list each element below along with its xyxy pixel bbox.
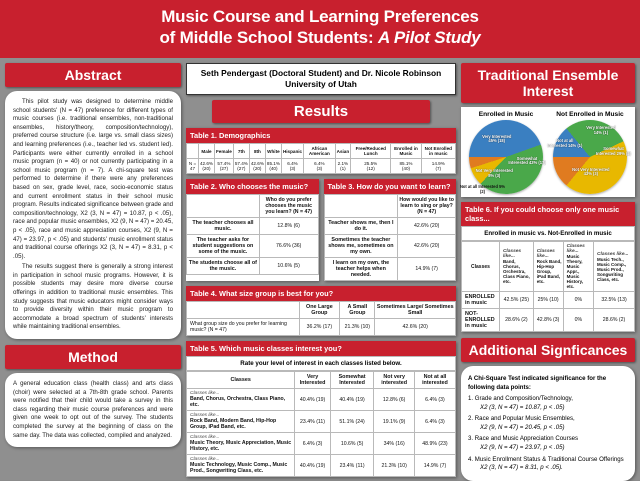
- pie-slice-label-very-interested: Very Interested 14% (1): [586, 124, 616, 135]
- table2-title: Table 2. Who chooses the music?: [186, 179, 319, 194]
- table5-row-label: [187, 389, 295, 411]
- table6-cell: 42.8% (3): [533, 309, 563, 332]
- table1-col-3: 7th: [233, 144, 249, 159]
- table5-class-label: Music Theory, Music Appreciation, Music History, etc.: [190, 440, 292, 452]
- table1-col-0: [187, 144, 199, 159]
- table6-col-0: Classes: [462, 242, 500, 292]
- table-row: [187, 389, 456, 411]
- table5-col-4: Not at all interested: [414, 372, 455, 389]
- table4-cell: 36.2% (17): [299, 319, 340, 336]
- table1-col-4: 8th: [249, 144, 265, 159]
- table6-col-label: Music Theory, Music Appr., Music History, etc.: [566, 254, 584, 289]
- tables-2-3-row: [186, 179, 456, 281]
- significance-item-4: 4. Music Enrollment Status & Traditional Course Offerings: [468, 455, 624, 463]
- column-right: [461, 63, 635, 480]
- pie-slice-label-somewhat-interested: Somewhat Interested 29% (2): [595, 145, 632, 156]
- table4-cell: 21.3% (10): [340, 319, 375, 336]
- significance-stat-3: X2 (9, N = 47) = 23.97, p < .05): [480, 443, 565, 451]
- table-row: [187, 235, 319, 258]
- table6-col-prefix: Classes like...: [536, 249, 555, 259]
- table3-wrapper: [324, 179, 457, 281]
- table5-cell: 6.4% (3): [414, 411, 455, 433]
- table-row: [187, 411, 456, 433]
- abstract-paragraph-1: This pilot study was designed to determine middle school students' (N = 47) preference for different types of music courses (i.e. traditional ensembles, non-traditional ensembles, history/theory, composition/technology), preferred course structure (i.e. large vs. small class sizes) and learning preferences (i.e., teacher led vs. student led). Participants were either currently enrolled in a school music program (n = 40) or not currently participating in a school music program (n = 7). A chi-square test was performed to determine if there were any preferences based on sex, grade level, race, socio-economic status and current enrollment status in their school music program. Results indicated significance between grade and composition/technology, X2 (3, N = 47) = 10.87, p < .05), race and popular music ensembles, X2 (9, N = 47) = 20.45, p < .05), race and music appreciation courses, X2 (9, N = 47) = 23.97, p < .05) and students' music enrollment status and traditional course offerings X2 (3, N = 47) = 8.31, p < .05).: [13, 98, 173, 260]
- table1-header-row: [187, 144, 456, 159]
- table2-row-label: The teacher chooses all music.: [187, 218, 260, 235]
- table5-col-3: Not very interested: [374, 372, 414, 389]
- ensemble-interest-heading: [461, 63, 635, 103]
- table2-cell: 12.8% (6): [259, 218, 318, 235]
- table1-col-2: Female: [215, 144, 234, 159]
- table5-col-0: Classes: [187, 372, 295, 389]
- table1-cell: 6.4% (3): [304, 159, 336, 174]
- table6-title: Table 6. If you could choose only one music class...: [461, 202, 635, 226]
- table6-cell: 0%: [563, 292, 593, 309]
- pie-chart-not-enrolled-title: Not Enrolled in Music: [556, 111, 624, 118]
- pie-chart-enrolled: [459, 111, 548, 194]
- pie-slice-label-not-at-all-interested: Not at all Interested 14% (1): [547, 138, 583, 149]
- title-line-2: [0, 27, 640, 48]
- author-line-1: Seth Pendergast (Doctoral Student) and Dr. Nicole Robinson: [200, 68, 442, 78]
- table-row: [462, 292, 635, 309]
- column-left: [5, 63, 181, 480]
- table2-cell: 76.6% (36): [259, 235, 318, 258]
- additional-significances-card: [461, 366, 635, 481]
- table6-cell: 28.6% (2): [499, 309, 533, 332]
- table5-cell: 6.4% (3): [414, 389, 455, 411]
- table3-cell: 42.6% (20): [398, 235, 456, 258]
- table-row: [324, 258, 456, 281]
- table-row: [462, 309, 635, 332]
- table6-col-label: Music Tech., Music Comp., Music Prod., Songwriting Class, etc.: [597, 256, 627, 282]
- table5-class-label: Music Technology, Music Comp., Music Prod., Songwriting Class, etc.: [190, 462, 288, 474]
- method-heading: Method: [5, 345, 181, 369]
- table5-cell: 14.9% (7): [414, 455, 455, 477]
- table6-row-label: ENROLLED in music: [462, 292, 500, 309]
- table4-wrapper: [186, 286, 456, 336]
- significance-item-1: 1. Grade and Composition/Technology,: [468, 395, 573, 402]
- pie-not-enrolled-labels: [548, 111, 632, 194]
- method-card: [5, 373, 181, 447]
- pie-slice-label-not-at-all-interested: Not at all Interested 5% (2): [459, 183, 505, 194]
- table4-cell: 42.6% (20): [375, 319, 456, 336]
- table2-row-label: The students choose all of the music.: [187, 258, 260, 275]
- table5-wrapper: [186, 341, 456, 477]
- table6-col-4: [594, 242, 635, 292]
- table3-corner: [324, 195, 398, 218]
- table1-cell: 6.4% (3): [281, 159, 303, 174]
- table5-col-2: Somewhat Interested: [330, 372, 374, 389]
- significance-stat-1: X2 (3, N = 47) = 10.87, p < .05): [480, 403, 565, 411]
- author-box: [186, 63, 456, 95]
- table6-col-label: Rock Band, Hip-Hop Group, iPad Band, etc.: [536, 259, 562, 284]
- table1-col-9: Free/Reduced Lunch: [351, 144, 391, 159]
- table1-cell: 14.9% (7): [421, 159, 455, 174]
- table3-row-label: Teacher shows me, then I do it.: [324, 218, 398, 235]
- table6: [461, 241, 635, 332]
- table5-cell: 40.4% (19): [330, 389, 374, 411]
- table1-cell: 57.4% (27): [215, 159, 234, 174]
- table2: [186, 194, 319, 275]
- method-paragraph-1: A general education class (health class) and arts class (choir) were selected at a 7th-8th grade school. Parents were notified that their child would take a survey in this class regarding their music course preferences and were given one week to opt out of the survey. The students completed the survey at the beginning of class on the same day. The data was collected, compiled and analyzed.: [13, 380, 173, 439]
- poster-columns: [0, 58, 640, 480]
- table3-col-header: How would you like to learn to sing or play? (N = 47): [398, 195, 456, 218]
- table1-cell: 57.4% (27): [233, 159, 249, 174]
- table6-header-row: [462, 242, 635, 292]
- pie-slice-label-very-interested: Very Interested 45% (18): [482, 133, 512, 144]
- table5-cell: 34% (16): [374, 433, 414, 455]
- pie-slice-label-somewhat-interested: Somewhat Interested 43% (17): [508, 155, 546, 166]
- table6-cell: 0%: [563, 309, 593, 332]
- table1-col-6: Hispanic: [281, 144, 303, 159]
- table5-cell: 23.4% (11): [295, 411, 330, 433]
- table3-title: Table 3. How do you want to learn?: [324, 179, 457, 194]
- table5-row-label: [187, 411, 295, 433]
- significances-intro: A Chi-Square Test indicated significance for the following data points:: [468, 375, 607, 391]
- table4-row-label: What group size do you prefer for learning music? (N = 47): [187, 319, 300, 336]
- abstract-paragraph-2: The results suggest there is generally a strong interest in participation in school music programs. However, it is possible students may desire more diverse course offerings in addition to traditional music ensembles. This study suggests that music educators might consider ways to provide diversity within their music program to accommodate a broad spectrum of students' interests while maintaining traditional ensembles.: [13, 263, 173, 331]
- table1-col-10: Enrolled in Music: [391, 144, 421, 159]
- table4-header-row: [187, 302, 456, 319]
- table2-col-header: Who do you prefer chooses the music you learn? (N = 47): [259, 195, 318, 218]
- table6-col-prefix: Classes like...: [597, 251, 629, 257]
- table6-banner: Enrolled in music vs. Not-Enrolled in music: [461, 226, 635, 241]
- pie-charts-row: [459, 111, 632, 194]
- table5-row-label: [187, 455, 295, 477]
- table2-corner: [187, 195, 260, 218]
- table1-title: Table 1. Demographics: [186, 128, 456, 143]
- table1-col-5: White: [265, 144, 281, 159]
- table1-cell: 85.1% (40): [391, 159, 421, 174]
- table-row: [187, 319, 456, 336]
- table1-cell: 42.6% (20): [198, 159, 214, 174]
- significance-stat-2: X2 (9, N = 47) = 20.45, p < .05): [480, 423, 565, 431]
- table3-cell: 42.6% (20): [398, 218, 456, 235]
- column-middle: [186, 63, 456, 480]
- table1-cell: 2.1% (1): [335, 159, 351, 174]
- table5-class-prefix: Classes like...: [190, 391, 220, 396]
- table1-col-7: African American: [304, 144, 336, 159]
- table1-wrapper: [186, 128, 456, 174]
- table5-cell: 10.6% (5): [330, 433, 374, 455]
- table4-title: Table 4. What size group is best for you?: [186, 286, 456, 301]
- table1-cell: 25.5% (12): [351, 159, 391, 174]
- table5-title: Table 5. Which music classes interest you?: [186, 341, 456, 356]
- table3: [324, 194, 457, 281]
- ensemble-interest-heading-line2: Interest: [522, 83, 574, 99]
- table6-cell: 28.6% (2): [594, 309, 635, 332]
- table5-class-prefix: Classes like...: [190, 457, 220, 462]
- table5-cell: 23.4% (11): [330, 455, 374, 477]
- table5-class-label: Band, Chorus, Orchestra, Class Piano, etc.: [190, 396, 286, 408]
- table5-class-prefix: Classes like...: [190, 435, 220, 440]
- significance-stat-4: X2 (3, N = 47) = 8.31, p < .05).: [480, 464, 563, 472]
- title-line-2-emphasis: A Pilot Study: [377, 28, 481, 47]
- table5-cell: 6.4% (3): [295, 433, 330, 455]
- title-line-2-prefix: of Middle School Students:: [159, 28, 378, 47]
- significance-item-2: 2. Race and Popular Music Ensembles,: [468, 415, 575, 423]
- table-row: [187, 455, 456, 477]
- table-row: [324, 235, 456, 258]
- table6-cell: 25% (10): [533, 292, 563, 309]
- table6-wrapper: [461, 202, 635, 332]
- table5-col-1: Very Interested: [295, 372, 330, 389]
- pie-chart-not-enrolled: [548, 111, 632, 194]
- table5-banner: Rate your level of interest in each classes listed below.: [186, 356, 456, 371]
- table6-col-2: [533, 242, 563, 292]
- pie-slice-label-not-very-interested: Not Very Interested 43% (3): [572, 166, 610, 177]
- significance-item-3: 3. Race and Music Appreciation Courses: [468, 435, 579, 443]
- table-row: [187, 433, 456, 455]
- table6-row-label: NOT-ENROLLED in music: [462, 309, 500, 332]
- abstract-card: [5, 91, 181, 339]
- table6-col-label: Band, Chorus, Orchestra, Class Piano, etc.: [502, 259, 530, 284]
- table-row: [187, 218, 319, 235]
- table1-cell: 85.1% (40): [265, 159, 281, 174]
- ensemble-interest-heading-line1: Traditional Ensemble: [477, 67, 619, 83]
- significances-list: [468, 395, 628, 473]
- table1-row-label: N = 47: [187, 159, 199, 174]
- table5-cell: 40.4% (19): [295, 455, 330, 477]
- table5-class-label: Rock Band, Modern Band, Hip-Hop Group, iPad Band, etc.: [190, 418, 277, 430]
- table4: [186, 301, 456, 336]
- table5-header-row: [187, 372, 456, 389]
- table6-col-prefix: Classes like...: [502, 249, 522, 259]
- table5-cell: 12.8% (6): [374, 389, 414, 411]
- table5-cell: 40.4% (19): [295, 389, 330, 411]
- table6-col-1: [499, 242, 533, 292]
- table1-cell: 42.6% (20): [249, 159, 265, 174]
- pie-enrolled-labels: [459, 111, 548, 194]
- table1: [186, 143, 456, 174]
- table5-row-label: [187, 433, 295, 455]
- table5-cell: 48.9% (23): [414, 433, 455, 455]
- table-row: [187, 159, 456, 174]
- author-line-2: University of Utah: [285, 79, 357, 89]
- table5-class-prefix: Classes like...: [190, 413, 220, 418]
- title-line-1: Music Course and Learning Preferences: [161, 7, 479, 26]
- table5-cell: 21.3% (10): [374, 455, 414, 477]
- table5-cell: 19.1% (9): [374, 411, 414, 433]
- table3-cell: 14.9% (7): [398, 258, 456, 281]
- table6-cell: 42.5% (25): [499, 292, 533, 309]
- abstract-heading: Abstract: [5, 63, 181, 87]
- additional-significances-heading: Additional Signficances: [461, 338, 635, 362]
- pie-slice-label-not-very-interested: Not Very Interested 8% (3): [475, 167, 513, 178]
- table2-cell: 10.6% (5): [259, 258, 318, 275]
- table3-row-label: I learn on my own, the teacher helps when needed.: [324, 258, 398, 281]
- table4-col-2: A Small Group: [340, 302, 375, 319]
- table2-row-label: The teacher asks for student suggestions on some of the music.: [187, 235, 260, 258]
- table6-col-3: [563, 242, 593, 292]
- table5-cell: 51.1% (24): [330, 411, 374, 433]
- table5: [186, 371, 456, 477]
- pie-charts-card: [461, 107, 635, 197]
- table4-col-0: [187, 302, 300, 319]
- poster-title-banner: [0, 0, 640, 58]
- results-heading: Results: [212, 100, 430, 123]
- table4-col-3: Sometimes Large/ Sometimes Small: [375, 302, 456, 319]
- table6-col-prefix: Classes like...: [566, 244, 585, 254]
- table-row: [324, 218, 456, 235]
- table1-col-1: Male: [198, 144, 214, 159]
- table3-row-label: Sometimes the teacher shows me, sometimes on my own.: [324, 235, 398, 258]
- table6-cell: 32.5% (13): [594, 292, 635, 309]
- table1-col-8: Asian: [335, 144, 351, 159]
- pie-chart-enrolled-title: Enrolled in Music: [478, 111, 534, 118]
- table4-col-1: One Large Group: [299, 302, 340, 319]
- table-row: [187, 258, 319, 275]
- table2-wrapper: [186, 179, 319, 281]
- table1-col-11: Not Enrolled in music: [421, 144, 455, 159]
